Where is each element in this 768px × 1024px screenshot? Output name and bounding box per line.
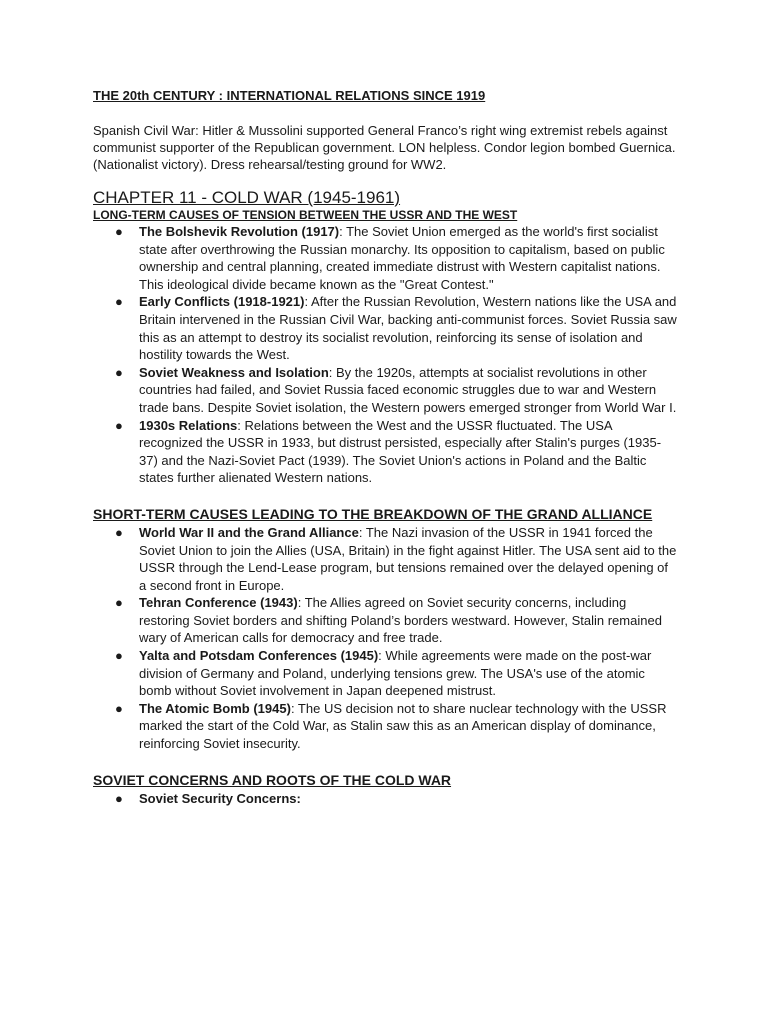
bullet-icon: ● bbox=[115, 224, 123, 239]
bullet-text: : The Nazi invasion of the USSR in 1941 forced the Soviet Union to join the Allies (USA, Britain) in the fight against Hitler. The USA sent aid to the USSR through the Lend-Lease program, but tensions remained over the delayed opening of a second front in Europe. bbox=[139, 524, 677, 593]
bullet-icon: ● bbox=[115, 595, 123, 611]
section-heading-soviet-concerns: SOVIET CONCERNS AND ROOTS OF THE COLD WAR bbox=[93, 771, 452, 788]
document-page bbox=[93, 87, 678, 807]
bullet-list-soviet-concerns bbox=[93, 790, 678, 808]
bullet-term: The Bolshevik Revolution (1917) bbox=[139, 224, 340, 239]
document-title: THE 20th CENTURY : INTERNATIONAL RELATIONS SINCE 1919 bbox=[93, 88, 486, 103]
chapter-title: CHAPTER 11 - COLD WAR (1945-1961) bbox=[93, 188, 401, 207]
list-item bbox=[93, 700, 678, 753]
bullet-icon: ● bbox=[115, 648, 123, 664]
bullet-text: : While agreements were made on the post-war division of Germany and Poland, underlying tensions grew. The USA's use of the atomic bomb without Soviet involvement in Japan deepened mistrust. bbox=[139, 648, 652, 699]
bullet-term: Yalta and Potsdam Conferences (1945) bbox=[139, 648, 379, 664]
bullet-icon: ● bbox=[115, 417, 123, 433]
list-item bbox=[93, 293, 678, 363]
list-item bbox=[93, 364, 678, 417]
bullet-text: : After the Russian Revolution, Western nations like the USA and Britain intervened in the Russian Civil War, backing anti-communist forces. Soviet Russia saw this as an attempt to destroy its socialist revolution, reinforcing its sense of isolation and hostility towards the West. bbox=[139, 294, 677, 363]
bullet-icon: ● bbox=[115, 524, 123, 540]
bullet-text: : Relations between the West and the USSR fluctuated. The USA recognized the USSR in 1933, but distrust persisted, especially after Stalin's purges (1935-37) and the Nazi-Soviet Pact (1939). The Soviet Union's actions in Poland and the Baltic states further alienated Western nations. bbox=[139, 417, 662, 486]
bullet-term: World War II and the Grand Alliance bbox=[139, 524, 359, 540]
bullet-term: Soviet Security Concerns: bbox=[139, 790, 301, 806]
bullet-term: Soviet Weakness and Isolation bbox=[139, 364, 329, 380]
list-item bbox=[93, 790, 678, 808]
bullet-icon: ● bbox=[115, 700, 123, 716]
bullet-icon: ● bbox=[115, 294, 123, 310]
list-item bbox=[93, 524, 678, 594]
bullet-term: The Atomic Bomb (1945) bbox=[139, 700, 291, 716]
bullet-list-long-term bbox=[93, 223, 678, 487]
list-item bbox=[93, 594, 678, 647]
bullet-text: : The Soviet Union emerged as the world's first socialist state after overthrowing the Russian monarchy. Its opposition to capitalism, based on public ownership and central planning, created immediate distrust with Western capitalist nations. This ideological divide became known as the "Great Contest." bbox=[139, 224, 665, 292]
bullet-term: Tehran Conference (1943) bbox=[139, 595, 298, 611]
bullet-term: 1930s Relations bbox=[139, 417, 238, 433]
section-heading-short-term: SHORT-TERM CAUSES LEADING TO THE BREAKDOWN OF THE GRAND ALLIANCE bbox=[93, 505, 653, 522]
section-heading-long-term: LONG-TERM CAUSES OF TENSION BETWEEN THE USSR AND THE WEST bbox=[93, 208, 518, 222]
bullet-text: : The Allies agreed on Soviet security concerns, including restoring Soviet borders and shifting Poland’s borders westward. However, Stalin remained wary of American calls for democracy and free trade. bbox=[139, 595, 662, 646]
list-item bbox=[93, 647, 678, 700]
bullet-list-short-term bbox=[93, 524, 678, 753]
bullet-icon: ● bbox=[115, 364, 123, 380]
list-item bbox=[93, 417, 678, 487]
bullet-icon: ● bbox=[115, 790, 123, 806]
list-item bbox=[93, 223, 678, 293]
bullet-term: Early Conflicts (1918-1921) bbox=[139, 294, 305, 310]
bullet-text: : By the 1920s, attempts at socialist revolutions in other countries had failed, and Soviet Russia faced economic struggles due to war and Western trade bans. Despite Soviet isolation, the Western powers emerged stronger from World War I. bbox=[139, 364, 677, 415]
bullet-text: : The US decision not to share nuclear technology with the USSR marked the start of the Cold War, as Stalin saw this as an American display of dominance, reinforcing Soviet insecurity. bbox=[139, 700, 667, 752]
intro-paragraph: Spanish Civil War: Hitler & Mussolini supported General Franco’s right wing extremist rebels against communist supporter of the Republican government. LON helpless. Condor legion bombed Guernica. (Nationalist victory). Dress rehearsal/testing ground for WW2. bbox=[93, 123, 676, 172]
